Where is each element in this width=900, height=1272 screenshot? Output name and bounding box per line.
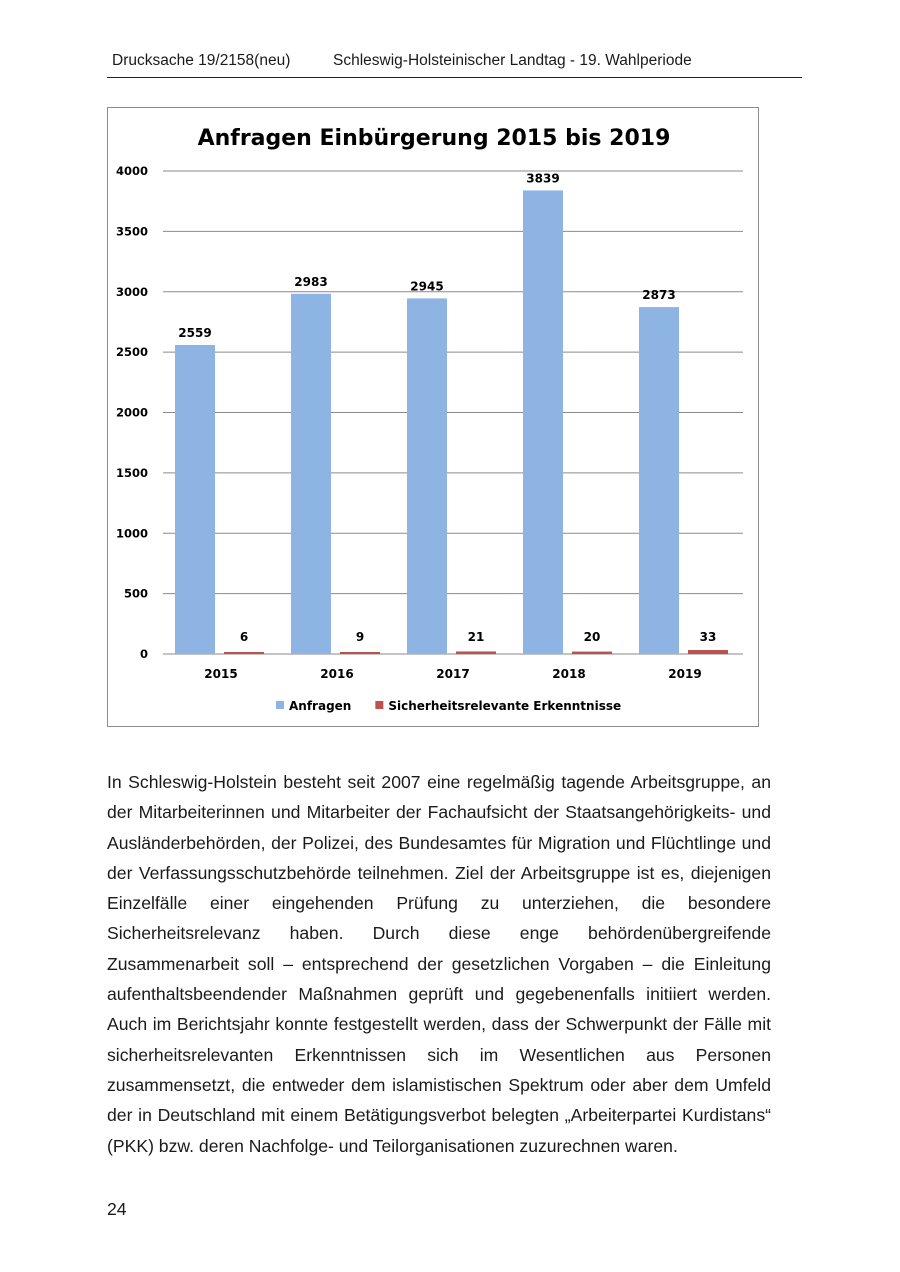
- bar-chart: [108, 108, 760, 728]
- data-label: 2945: [410, 279, 444, 294]
- x-category-label: 2018: [552, 667, 586, 681]
- parliament-period: Schleswig-Holsteinischer Landtag - 19. Wahlperiode: [333, 52, 692, 69]
- bar-sicherheitsrelevante-erkenntnisse-2016: [340, 652, 380, 654]
- data-label: 33: [699, 630, 717, 644]
- y-tick-label: 500: [123, 586, 148, 601]
- y-tick-label: 1000: [115, 526, 148, 541]
- x-category-label: 2019: [668, 667, 702, 681]
- data-label: 3839: [526, 171, 560, 186]
- y-axis-ticks: [116, 164, 148, 661]
- y-tick-label: 2500: [115, 345, 148, 360]
- data-label: 6: [239, 630, 249, 644]
- x-category-label: 2016: [320, 667, 354, 681]
- x-category-label: 2017: [436, 667, 470, 681]
- y-tick-label: 4000: [115, 164, 148, 178]
- body-paragraph: In Schleswig-Holstein besteht seit 2007 eine regelmäßig tagende Arbeitsgruppe, an der Mitarbeiterinnen und Mitarbeiter der Fachaufsicht der Staatsangehörigkeits- und Ausländerbehörden, der Polizei, des Bundesamtes für Migration und Flüchtlinge und der Verfassungsschutzbehörde teilnehmen. Ziel der Arbeitsgruppe ist es, diejenigen Einzelfälle einer eingehenden Prüfung zu unterziehen, die besondere Sicherheitsrelevanz haben. Durch diese enge behördenübergreifende Zusammenarbeit soll – entsprechend der gesetzlichen Vorgaben – die Einleitung aufenthaltsbeendender Maßnahmen geprüft und gegebenenfalls initiiert werden. Auch im Berichtsjahr konnte festgestellt werden, dass der Schwerpunkt der Fälle mit sicherheitsrelevanten Erkenntnissen sich im Wesentlichen aus Personen zusammensetzt, die entweder dem islamistischen Spektrum oder aber dem Umfeld der in Deutschland mit einem Betätigungsverbot belegten „Arbeiterpartei Kurdistans“ (PKK) bzw. deren Nachfolge- und Teilorganisationen zuzurechnen waren.: [107, 772, 771, 1156]
- y-tick-label: 1500: [115, 465, 148, 480]
- data-label: 2559: [178, 326, 212, 341]
- data-labels: [178, 171, 716, 644]
- data-label: 9: [355, 630, 365, 644]
- legend: [276, 699, 621, 713]
- bar-sicherheitsrelevante-erkenntnisse-2019: [688, 650, 728, 654]
- data-label: 21: [467, 630, 485, 644]
- legend-label: Sicherheitsrelevante Erkenntnisse: [388, 699, 622, 713]
- bar-anfragen-2019: [639, 307, 679, 654]
- legend-swatch: [375, 701, 383, 709]
- legend-label: Anfragen: [289, 699, 352, 713]
- y-tick-label: 3500: [115, 224, 148, 239]
- bar-anfragen-2016: [291, 294, 331, 654]
- data-label: 20: [583, 630, 601, 644]
- document-number: Drucksache 19/2158(neu): [112, 52, 291, 69]
- bar-anfragen-2015: [175, 345, 215, 654]
- y-tick-label: 3000: [115, 284, 148, 299]
- y-tick-label: 0: [139, 647, 148, 661]
- legend-swatch: [276, 701, 284, 709]
- bar-sicherheitsrelevante-erkenntnisse-2018: [572, 652, 612, 654]
- data-label: 2873: [642, 288, 676, 303]
- bar-sicherheitsrelevante-erkenntnisse-2015: [224, 652, 264, 654]
- bars: [175, 190, 728, 654]
- chart-title: Anfragen Einbürgerung 2015 bis 2019: [197, 126, 671, 151]
- bar-sicherheitsrelevante-erkenntnisse-2017: [456, 651, 496, 654]
- chart-frame: [107, 107, 759, 727]
- page-header: [107, 52, 802, 78]
- x-category-label: 2015: [204, 667, 238, 681]
- bar-anfragen-2017: [407, 298, 447, 654]
- x-axis-categories: [204, 667, 701, 681]
- bar-anfragen-2018: [523, 190, 563, 654]
- page-number: 24: [107, 1199, 127, 1219]
- y-tick-label: 2000: [115, 405, 148, 420]
- data-label: 2983: [294, 274, 328, 289]
